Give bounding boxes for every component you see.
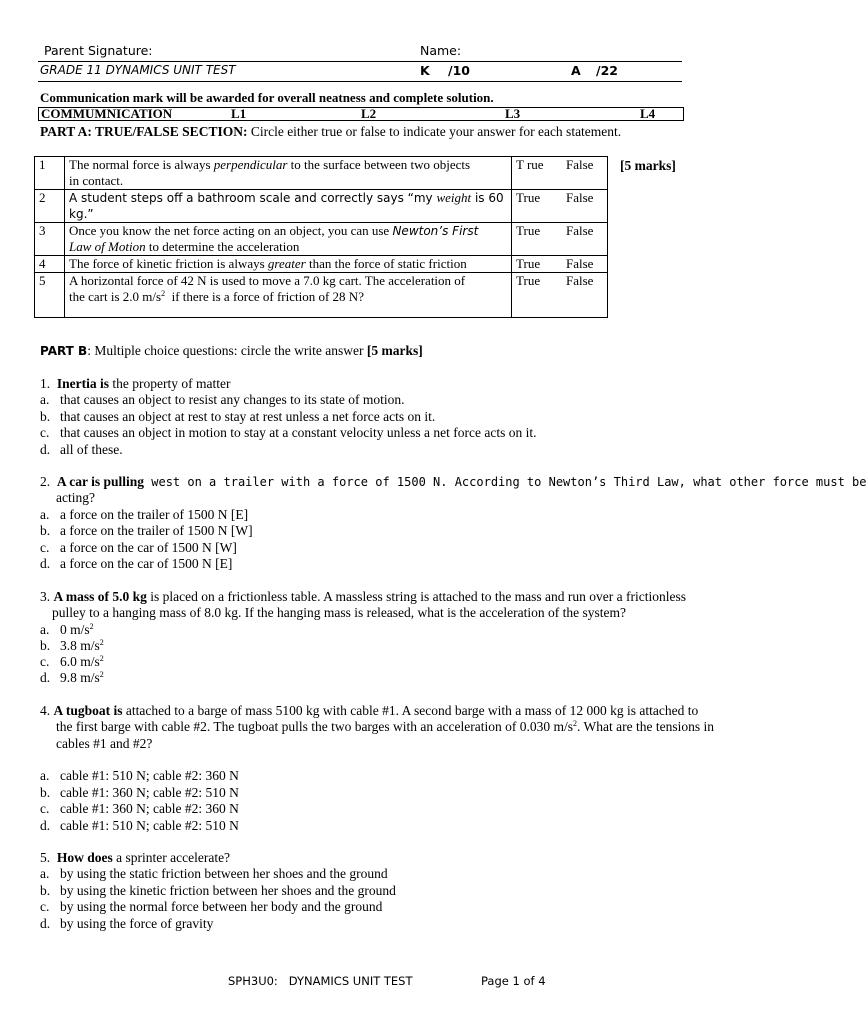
true-option[interactable]: T rue	[516, 157, 544, 172]
statement-2: A student steps off a bathroom scale and correctly says “my weight is 60 kg.”	[65, 190, 512, 223]
options-2	[512, 190, 608, 223]
part-b-heading	[40, 343, 423, 360]
false-option[interactable]: False	[566, 256, 594, 271]
false-option[interactable]: False	[566, 157, 594, 172]
level-l2: L2	[361, 106, 377, 121]
true-option[interactable]: True	[516, 273, 541, 288]
table-row	[35, 190, 608, 223]
statement-3: Once you know the net force acting on an object, you can use Newton’s First Law of Motion to determine the acceleration	[65, 223, 512, 256]
part-b-instructions: : Multiple choice questions: circle the write answer	[87, 343, 367, 358]
level-l3: L3	[505, 106, 521, 121]
level-l4: L4	[640, 106, 656, 121]
part-b-label: PART B	[40, 344, 88, 358]
name-label: Name:	[420, 43, 462, 58]
options-3	[512, 223, 608, 256]
test-title: GRADE 11 DYNAMICS UNIT TEST	[40, 63, 236, 77]
statement-5: A horizontal force of 42 N is used to move a 7.0 kg cart. The acceleration of the cart is 2.0 $m/s^2$ if there is a force of friction of 28 N?	[65, 273, 512, 318]
row-number: 3	[35, 223, 65, 256]
table-row	[35, 256, 608, 273]
row-number: 5	[35, 273, 65, 318]
header-rule-top	[38, 61, 682, 62]
part-a-instructions: Circle either true or false to indicate your answer for each statement.	[250, 124, 622, 139]
row-number: 2	[35, 190, 65, 223]
table-row	[35, 157, 608, 190]
false-option[interactable]: False	[566, 273, 594, 288]
true-option[interactable]: True	[516, 223, 541, 238]
a-label: A	[571, 63, 581, 78]
footer-course: SPH3U0: DYNAMICS UNIT TEST	[228, 974, 413, 988]
communication-levels-row	[38, 107, 684, 121]
table-row	[35, 223, 608, 256]
row-number: 1	[35, 157, 65, 190]
options-5	[512, 273, 608, 318]
header-rule-bottom	[38, 81, 682, 82]
statement-1: The normal force is always perpendicular to the surface between two objects in contact.	[65, 157, 512, 190]
statement-4: The force of kinetic friction is always greater than the force of static friction	[65, 256, 512, 273]
communication-note: Communication mark will be awarded for overall neatness and complete solution.	[40, 90, 494, 105]
k-score: /10	[448, 63, 470, 78]
part-a-heading	[40, 124, 621, 140]
footer-page-number: Page 1 of 4	[481, 974, 546, 988]
row-number: 4	[35, 256, 65, 273]
level-l1: L1	[231, 106, 247, 121]
true-false-table	[34, 156, 608, 318]
part-a-title: PART A: TRUE/FALSE SECTION:	[40, 124, 248, 139]
k-label: K	[420, 63, 430, 78]
test-page: Parent Signature: Name: GRADE 11 DYNAMICS UNIT TEST K /10 A /22 Communication mark will be awarded for overall neatness and complete solution. COMMUMNICATION L1 L2 L3 L4 PART A: TRUE/FALSE SECTION: Circle either true or false to indicate your answer for each statement. 1 The normal force is always perpendicular to the surface between two objects in contact. T rue False 2 A student steps off a bathroom scale and correctly says “my weight is 60 kg.” True False 3 Once you know the net force acting on an object, you can use Newton’s First Law of Motion to determine the acceleration True False 4 The force of kinetic friction is always greater than the force of static friction True False 5 A horizontal force of 42 N is used to move a 7.0 kg cart. The acceleration of the cart is 2.0 $m/s^2$ if there is a force of friction of 28 N? True False [5 marks] PART B: Multiple choice questions: circle the write answer [5 marks] 1. Inertia is the property of matter a. that causes an object to resist any changes to its state of motion. b. that causes an object at rest to stay at rest unless a net force acts on it. c. that causes an object in motion to stay at a constant velocity unless a net force acts on it. d. all of these. 2. A car is pulling west on a trailer with a force of 1500 N. According to Newton’s Third Law, what other force must be acting? a. a force on the trailer of 1500 N [E] b. a force on the trailer of 1500 N [W] c. a force on the car of 1500 N [W] d. a force on the car of 1500 N [E] 3. A mass of 5.0 kg is placed on a frictionless table. A massless string is attached to the mass and run over a frictionless pulley to a hanging mass of 8.0 kg. If the hanging mass is released, what is the acceleration of the system? a. 0 $m/s^2$ b. 3.8 $m/s^2$ c. 6.0 $m/s^2$ d. 9.8 $m/s^2$ 4. A tugboat is attached to a barge of mass 5100 kg with cable #1. A second barge with a mass of 12 000 kg is attached to the first barge with cable #2. The tugboat pulls the two barges with an acceleration of 0.030 $m/s^2$. What are the tensions in cables #1 and #2? a. cable #1: 510 N; cable #2: 360 N b. cable #1: 360 N; cable #2: 510 N c. cable #1: 360 N; cable #2: 360 N d. cable #1: 510 N; cable #2: 510 N 5. How does a sprinter accelerate? a. by using the static friction between her shoes and the ground b. by using the kinetic friction between her shoes and the ground c. by using the normal force between her body and the ground d. by using the force of gravity SPH3U0: DYNAMICS UNIT TEST Page 1 of 4	[0, 0, 768, 1024]
options-4	[512, 256, 608, 273]
communication-label: COMMUMNICATION	[41, 106, 173, 121]
table-row	[35, 273, 608, 318]
true-option[interactable]: True	[516, 190, 541, 205]
part-b-marks: [5 marks]	[366, 343, 423, 358]
part-a-marks: [5 marks]	[620, 158, 676, 173]
a-score: /22	[596, 63, 618, 78]
true-option[interactable]: True	[516, 256, 541, 271]
parent-signature-label: Parent Signature:	[44, 43, 153, 58]
false-option[interactable]: False	[566, 223, 594, 238]
options-1	[512, 157, 608, 190]
false-option[interactable]: False	[566, 190, 594, 205]
